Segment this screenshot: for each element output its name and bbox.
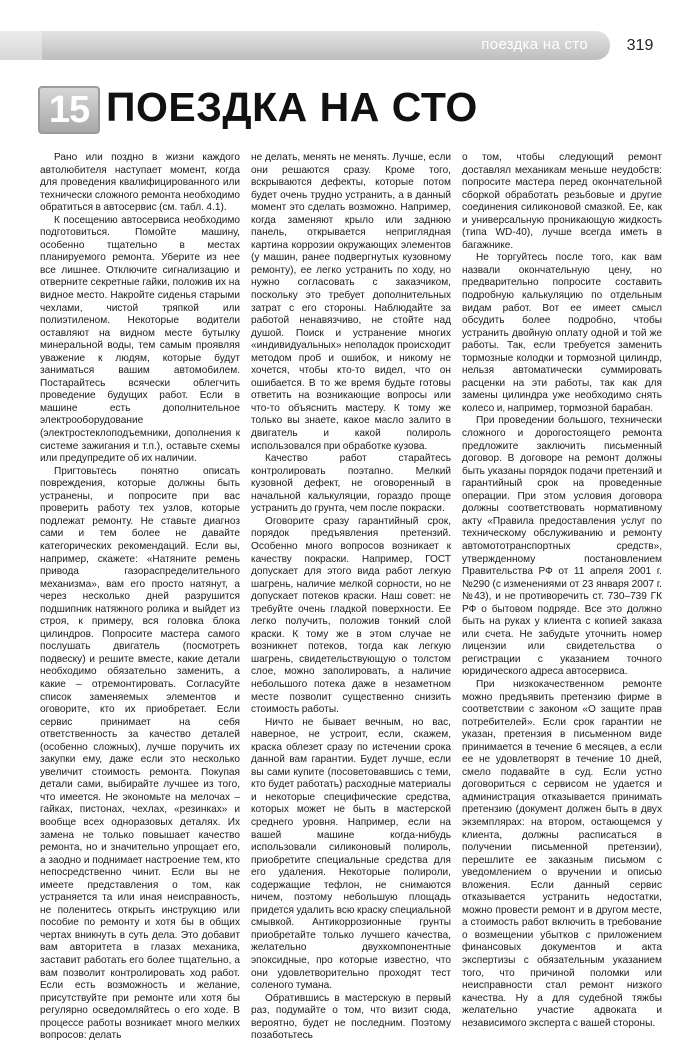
paragraph: Обратившись в мастерскую в первый раз, подумайте о том, что визит сюда, вероятно, будет не последним. Поэтому позаботьтесь [251, 992, 451, 1042]
chapter-number-badge: 15 [38, 86, 100, 134]
paragraph: К посещению автосервиса необходимо подготовиться. Помойте машину, особенно тщательно в местах планируемого ремонта. Уберите из нее все лишнее. Отключите сигнализацию и отверните секретные гайки, положив их на видное место. Накройте сиденья старыми чехлами, чистой тряпкой или полиэтиленом. Некоторые водители оставляют на видном месте бутылку минеральной воды, тем самым проявляя уважение к людям, которые будут заниматься вашим автомобилем. Постарайтесь всячески облегчить проведение будущих работ. Если в машине есть дополнительное электрооборудование (электростеклоподъемники, дополнения к системе зажигания и т.п.), оставьте схемы или предупредите об их наличии. [40, 214, 240, 465]
paragraph: Ничто не бывает вечным, но вас, наверное, не устроит, если, скажем, краска облезет сразу по истечении срока данной вам гарантии. Будет лучше, если вы сами купите (посоветовавшись с теми, кто будет работать) расходные материалы и некоторые специфические средства, которых может не быть в мастерской среднего уровня. Например, если на вашей машине когда-нибудь использовали силиконовый полироль, приобретите специальные средства для его удаления. Некоторые полироли, содержащие тефлон, не снимаются ничем, поэтому небольшую площадь придется удалить всю краску специальной смывкой. Антикоррозионные грунты приобретайте только лучшего качества, желательно двухкомпонентные эпоксидные, про которые известно, что они удовлетворительно проходят тест соленого тумана. [251, 716, 451, 992]
chapter-title: ПОЕЗДКА НА СТО [106, 84, 478, 130]
running-title: поездка на сто [481, 36, 588, 53]
paragraph: Качество работ старайтесь контролировать поэтапно. Мелкий кузовной дефект, не оговоренный в начальной калькуляции, гораздо проще устранить до грунта, чем после покраски. [251, 453, 451, 515]
paragraph: При проведении большого, технически сложного и дорогостоящего ремонта предложите заключить письменный договор. В договоре на ремонт должны быть указаны порядок подачи претензий и гарантийный срок на проведенные операции. При этом условия договора должны соответствовать нормативному акту «Правила предоставления услуг по техническому обслуживанию и ремонту автомототранспортных средств», утвержденному постановлением Правительства РФ от 11 апреля 2001 г. №290 (с изменениями от 23 января 2007 г. №43), и не противоречить ст. 730–739 ГК РФ о бытовом подряде. Все это должно быть на руках у клиента с копией заказа или счета. Не забудьте уточнить номер лицензии или свидетельства о регистрации с указанием точного юридического адреса автосервиса. [462, 415, 662, 678]
paragraph: Пригтовьтесь понятно описать повреждения, которые должны быть устранены, и попросите при вас проверить работу тех узлов, которые подлежат ремонту. Не ставьте диагноз сами и тем более не давайте категорических рекомендаций. Если вы, например, скажете: «Натяните ремень привода газораспределительного механизма», вам его просто натянут, а через несколько дней разрушится подшипник натяжного ролика и выйдет из строя, к примеру, вся головка блока цилиндров. Попросите мастера самого послушать двигатель (посмотреть подвеску) и решите вместе, какие детали необходимо обязательно заменить, а какие – отремонтировать. Согласуйте список заменяемых элементов и оговорите, кто их приобретает. Если сервис принимает на себя ответственность за качество деталей (особенно сложных), лучше поручить их закупки ему, даже если это несколько увеличит стоимость ремонта. Покупая детали сами, выбирайте лучшее из того, что имеется. Не экономьте на мелочах – гайках, пистонах, чехлах, «резинках» и вообще всех одноразовых деталях. Их замена не только повышает качество ремонта, но и значительно упрощает его, а заодно и поднимает настроение тем, кто непосредственно чинит. Если вы не имеете представления о том, как устраняется та или иная неисправность, не поленитесь открыть инструкцию или пособие по ремонту и хотя бы в общих чертах вникнуть в суть дела. Это добавит вам авторитета в глазах механика, заставит работать его более тщательно, а вам позволит контролировать ход работ. Если есть возможность и желание, присутствуйте при ремонте или хотя бы регулярно осведомляйтесь о его ходе. В процессе работы возникает много мелких вопросов: делать [40, 465, 240, 1042]
paragraph: Оговорите сразу гарантийный срок, порядок предъявления претензий. Особенно много вопросов возникает к качеству покраски. Например, ГОСТ допускает для этого вида работ легкую шагрень, наличие мелкой сорности, но не допускает потеков краски. Наш совет: не требуйте очень гладкой поверхности. Ее легко получить, положив тонкий слой краски. К тому же в этом случае не возникнет потеков, тогда как легкую шагрень, свидетельствующую о толстом слое, можно заполировать, а наличие небольшого потека даже в незаметном месте позволит существенно снизить стоимость работы. [251, 515, 451, 716]
paragraph: о том, чтобы следующий ремонт доставлял механикам меньше неудобств: попросите мастера перед окончательной сборкой обработать резьбовые и другие соединения силиконовой смазкой. Ее, как и универсальную проникающую жидкость (типа WD-40), лучше всегда иметь в багажнике. [462, 152, 662, 251]
paragraph: не делать, менять не менять. Лучше, если они решаются сразу. Кроме того, вскрываются дефекты, которые потом будет очень трудно устранить, а в данный момент это сделать возможно. Например, когда заменяют крыло или заднюю панель, открывается неприглядная картина коррозии окружающих элементов (у машин, ранее подвергнутых кузовному ремонту), ее легко устранить по ходу, но нужно согласовать с заказчиком, поскольку это требует дополнительных затрат с его стороны. Наблюдайте за работой ненавязчиво, не стойте над душой. Поиск и устранение многих «индивидуальных» неполадок происходит методом проб и ошибок, и никому не хочется, чтобы кто-то видел, что он ошибается. В то же время будьте готовы ответить на возникающие вопросы или что-то объяснить мастеру. К тому же только вы знаете, какое масло залито в двигатель и какой полироль использовался при обработке кузова. [251, 152, 451, 452]
text-column-1 [40, 152, 240, 1042]
text-column-3 [462, 152, 662, 1029]
text-columns [40, 152, 662, 1042]
paragraph: Рано или поздно в жизни каждого автолюбителя наступает момент, когда для проведения квалифицированного или технически сложного ремонта необходимо обратиться в автосервис (см. табл. 4.1). [40, 152, 240, 214]
paragraph: Не торгуйтесь после того, как вам назвали окончательную цену, но предварительно попросите составить подробную калькуляцию по отдельным видам работ. Вот ее имеет смысл обсудить более подробно, чтобы устранить двойную оплату одной и той же работы. Так, если требуется заменить тормозные колодки и тормозной цилиндр, нельзя автоматически суммировать расценки на эти работы, так как для замены цилиндра уже необходимо снять колесо и, например, тормозной барабан. [462, 252, 662, 414]
running-header-bar [42, 31, 610, 60]
paragraph: При низкокачественном ремонте можно предъявить претензию фирме в соответствии с законом «О защите прав потребителей». Если срок гарантии не указан, претензия в письменном виде принимается в течение 6 месяцев, а если ее не удовлетворят в течение 10 дней, смело подавайте в суд. Если устно договориться с сервисом не удается и администрация отказывается принимать претензию (документ должен быть в двух экземплярах: на втором, остающемся у клиента, должны расписаться в получении письменной претензии), перешлите ее заказным письмом с уведомлением о вручении и описью вложения. Если данный сервис отказывается устранить недостатки, можно провести ремонт и в другом месте, а стоимость работ включить в требование о возмещении убытков с приложением финансовых документов и акта экспертизы с обязательным указанием того, что причиной поломки или неисправности стал ремонт низкого качества. Ну а для судебной тяжбы желательно участие адвоката и независимого эксперта с вашей стороны. [462, 678, 662, 1029]
text-column-2 [251, 152, 451, 1042]
page-number: 319 [626, 37, 654, 54]
